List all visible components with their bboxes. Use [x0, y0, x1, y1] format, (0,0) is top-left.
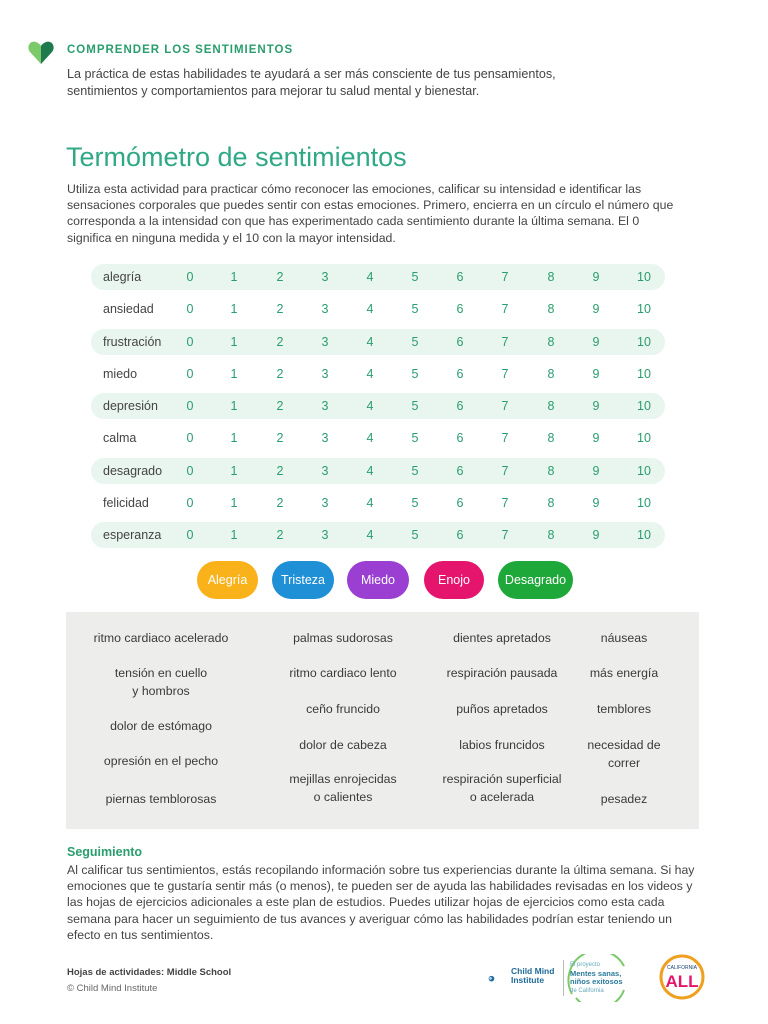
rating-number[interactable]: 0 — [186, 366, 194, 381]
rating-number[interactable]: 7 — [501, 366, 509, 381]
rating-number[interactable]: 2 — [276, 463, 284, 478]
rating-number[interactable]: 6 — [456, 431, 464, 446]
rating-number[interactable]: 10 — [637, 366, 651, 381]
rating-number[interactable]: 1 — [230, 496, 238, 511]
emotion-pill: Miedo — [347, 561, 409, 599]
rating-number[interactable]: 8 — [547, 302, 555, 317]
sensation-item: respiración superficial o acelerada — [442, 772, 562, 804]
feelings-scale-table — [91, 264, 665, 555]
rating-number[interactable]: 5 — [411, 302, 419, 317]
logo-divider — [563, 960, 564, 996]
rating-number[interactable]: 1 — [230, 463, 238, 478]
emotion-label: esperanza — [103, 528, 162, 543]
rating-number[interactable]: 2 — [276, 399, 284, 414]
scale-row — [91, 361, 665, 387]
mentes-main-2: niños exitosos — [570, 977, 623, 986]
rating-number[interactable]: 3 — [321, 463, 329, 478]
sensation-item: ritmo cardiaco acelerado — [93, 631, 229, 645]
rating-number[interactable]: 6 — [456, 334, 464, 349]
emotion-label: depresión — [103, 399, 158, 414]
intro-text: La práctica de estas habilidades te ayudará a ser más consciente de tus pensamientos, sentimientos y comportamientos para mejorar tu salud mental y bienestar. — [67, 67, 556, 98]
section-eyebrow: COMPRENDER LOS SENTIMIENTOS — [67, 44, 294, 56]
rating-number[interactable]: 9 — [592, 463, 600, 478]
rating-number[interactable]: 2 — [276, 334, 284, 349]
sensations-column — [571, 612, 677, 829]
rating-number[interactable]: 2 — [276, 270, 284, 284]
sensations-column — [76, 612, 246, 829]
rating-number[interactable]: 0 — [186, 528, 194, 543]
rating-number[interactable]: 6 — [456, 270, 464, 284]
emotion-label: calma — [103, 431, 137, 446]
rating-number[interactable]: 4 — [366, 270, 374, 284]
rating-number[interactable]: 4 — [366, 366, 374, 381]
rating-number[interactable]: 8 — [547, 431, 555, 446]
sensation-item: pesadez — [600, 792, 648, 806]
rating-number[interactable]: 0 — [186, 334, 194, 349]
rating-number[interactable]: 7 — [501, 399, 509, 414]
cmi-line-1: Child Mind — [511, 966, 555, 976]
rating-number[interactable]: 9 — [592, 366, 600, 381]
scale-row — [91, 490, 665, 516]
rating-number[interactable]: 5 — [411, 270, 419, 284]
rating-number[interactable]: 1 — [230, 366, 238, 381]
child-mind-institute-logo-icon — [488, 966, 510, 992]
rating-number[interactable]: 9 — [592, 431, 600, 446]
rating-number[interactable]: 0 — [186, 496, 194, 511]
emotion-pill: Desagrado — [498, 561, 573, 599]
rating-number[interactable]: 3 — [321, 431, 329, 446]
sensation-item: puños apretados — [456, 702, 548, 716]
rating-number[interactable]: 10 — [637, 463, 651, 478]
rating-number[interactable]: 1 — [230, 270, 238, 284]
rating-number[interactable]: 1 — [230, 302, 238, 317]
mentes-sanas-logo-text — [570, 961, 630, 995]
sensation-item: labios fruncidos — [459, 738, 545, 752]
sensations-column — [417, 612, 587, 829]
rating-number[interactable]: 10 — [637, 270, 651, 284]
sensation-item: necesidad de correr — [587, 738, 661, 770]
rating-number[interactable]: 0 — [186, 270, 194, 284]
rating-number[interactable]: 7 — [501, 496, 509, 511]
sensations-column — [258, 612, 428, 829]
rating-number[interactable]: 6 — [456, 366, 464, 381]
rating-number[interactable]: 5 — [411, 366, 419, 381]
mentes-pre: El proyecto — [570, 962, 601, 968]
mentes-main-1: Mentes sanas, — [570, 968, 622, 978]
sensation-item: dientes apretados — [453, 631, 551, 645]
scale-row — [91, 425, 665, 451]
rating-number[interactable]: 8 — [547, 399, 555, 414]
rating-number[interactable]: 10 — [637, 399, 651, 414]
instructions-text: Utiliza esta actividad para practicar cómo reconocer las emociones, calificar su intensidad e identificar las sensaciones corporales que puedes sentir con estas emociones. Primero, encierra en un círculo el número que corresponda a la intensidad con que has experimentado cada sentimiento durante la última semana. El 0 significa en ninguna medida y el 10 con la mayor intensidad. — [67, 182, 674, 245]
sensation-item: palmas sudorosas — [293, 631, 393, 645]
footer-series: Hojas de actividades: Middle School — [67, 967, 232, 978]
rating-number[interactable]: 2 — [276, 496, 284, 511]
rating-number[interactable]: 2 — [276, 302, 284, 317]
scale-row — [91, 393, 665, 419]
sensation-item: opresión en el pecho — [103, 754, 219, 768]
rating-number[interactable]: 7 — [501, 334, 509, 349]
emotion-label: ansiedad — [103, 302, 154, 317]
rating-number[interactable]: 2 — [276, 528, 284, 543]
ca-main-text: ALL — [665, 972, 699, 991]
rating-number[interactable]: 0 — [186, 302, 194, 317]
scale-row — [91, 264, 665, 290]
rating-number[interactable]: 7 — [501, 302, 509, 317]
rating-number[interactable]: 10 — [637, 431, 651, 446]
rating-number[interactable]: 7 — [501, 270, 509, 284]
california-all-logo-icon — [659, 954, 705, 1000]
rating-number[interactable]: 10 — [637, 496, 651, 511]
sensation-item: mejillas enrojecidas o calientes — [289, 772, 397, 804]
emotion-label: desagrado — [103, 463, 163, 478]
child-mind-institute-logo-text — [511, 967, 554, 985]
rating-number[interactable]: 3 — [321, 496, 329, 511]
rating-number[interactable]: 8 — [547, 366, 555, 381]
emotion-label: miedo — [103, 366, 138, 381]
sensation-item: piernas temblorosas — [105, 792, 217, 806]
rating-number[interactable]: 4 — [366, 334, 374, 349]
rating-number[interactable]: 9 — [592, 496, 600, 511]
rating-number[interactable]: 1 — [230, 528, 238, 543]
sensation-item: ritmo cardiaco lento — [289, 666, 397, 680]
emotion-pill: Alegría — [197, 561, 258, 599]
body-sensations-grid — [66, 612, 699, 829]
rating-number[interactable]: 9 — [592, 528, 600, 543]
sensation-item: dolor de cabeza — [299, 738, 387, 752]
rating-number[interactable]: 8 — [547, 334, 555, 349]
emotion-pill: Tristeza — [272, 561, 334, 599]
rating-number[interactable]: 0 — [186, 463, 194, 478]
rating-number[interactable]: 3 — [321, 302, 329, 317]
rating-number[interactable]: 4 — [366, 431, 374, 446]
footer-copyright: © Child Mind Institute — [67, 983, 158, 994]
rating-number[interactable]: 4 — [366, 528, 374, 543]
rating-number[interactable]: 9 — [592, 270, 600, 284]
emotion-label: frustración — [103, 334, 162, 349]
sensation-item: náuseas — [600, 631, 648, 645]
rating-number[interactable]: 7 — [501, 463, 509, 478]
rating-number[interactable]: 10 — [637, 334, 651, 349]
rating-number[interactable]: 0 — [186, 399, 194, 414]
sensation-item: temblores — [597, 702, 651, 716]
rating-number[interactable]: 5 — [411, 528, 419, 543]
rating-number[interactable]: 3 — [321, 334, 329, 349]
rating-number[interactable]: 3 — [321, 270, 329, 284]
heart-logo-icon — [27, 38, 55, 66]
rating-number[interactable]: 4 — [366, 496, 374, 511]
rating-number[interactable]: 8 — [547, 463, 555, 478]
rating-number[interactable]: 5 — [411, 431, 419, 446]
rating-number[interactable]: 0 — [186, 431, 194, 446]
rating-number[interactable]: 3 — [321, 366, 329, 381]
scale-row — [91, 329, 665, 355]
scale-row — [91, 458, 665, 484]
emotion-label: alegría — [103, 270, 142, 284]
rating-number[interactable]: 2 — [276, 431, 284, 446]
emotion-pills — [0, 561, 768, 599]
scale-row — [91, 522, 665, 548]
rating-number[interactable]: 9 — [592, 399, 600, 414]
rating-number[interactable]: 6 — [456, 528, 464, 543]
rating-number[interactable]: 8 — [547, 528, 555, 543]
rating-number[interactable]: 7 — [501, 528, 509, 543]
rating-number[interactable]: 1 — [230, 334, 238, 349]
followup-text: Al calificar tus sentimientos, estás recopilando información sobre tus experiencias durante la última semana. Si hay emociones que te gustaría sentir más (o menos), te pueden ser de ayuda las habilidades revisadas en los videos y las hojas de ejercicios adicionales a este plan de estudios. Puedes utilizar hojas de ejercicios como esta cada semana para hacer un seguimiento de tus avances y averiguar cómo las habilidades podrían estar teniendo un efecto en tus sentimientos. — [67, 863, 695, 942]
rating-number[interactable]: 3 — [321, 399, 329, 414]
rating-number[interactable]: 2 — [276, 366, 284, 381]
rating-number[interactable]: 6 — [456, 399, 464, 414]
scale-row — [91, 296, 665, 322]
rating-number[interactable]: 5 — [411, 463, 419, 478]
rating-number[interactable]: 6 — [456, 496, 464, 511]
rating-number[interactable]: 8 — [547, 270, 555, 284]
sensation-item: más energía — [589, 666, 659, 680]
emotion-pill: Enojo — [424, 561, 484, 599]
rating-number[interactable]: 7 — [501, 431, 509, 446]
rating-number[interactable]: 5 — [411, 334, 419, 349]
cmi-line-2: Institute — [511, 975, 545, 985]
rating-number[interactable]: 4 — [366, 399, 374, 414]
followup-title: Seguimiento — [67, 845, 143, 859]
rating-number[interactable]: 1 — [230, 399, 238, 414]
rating-number[interactable]: 6 — [456, 463, 464, 478]
ca-top-text: CALIFORNIA — [666, 965, 698, 971]
rating-number[interactable]: 9 — [592, 334, 600, 349]
sensation-item: respiración pausada — [446, 666, 558, 680]
rating-number[interactable]: 9 — [592, 302, 600, 317]
sensation-item: ceño fruncido — [306, 702, 380, 716]
rating-number[interactable]: 8 — [547, 496, 555, 511]
rating-number[interactable]: 10 — [637, 302, 651, 317]
mentes-post: de California — [570, 987, 604, 994]
rating-number[interactable]: 4 — [366, 302, 374, 317]
rating-number[interactable]: 6 — [456, 302, 464, 317]
rating-number[interactable]: 4 — [366, 463, 374, 478]
rating-number[interactable]: 5 — [411, 496, 419, 511]
rating-number[interactable]: 10 — [637, 528, 651, 543]
rating-number[interactable]: 3 — [321, 528, 329, 543]
emotion-label: felicidad — [103, 496, 149, 511]
sensation-item: tensión en cuello y hombros — [114, 666, 208, 698]
page-title: Termómetro de sentimientos — [66, 142, 407, 172]
rating-number[interactable]: 1 — [230, 431, 238, 446]
sensation-item: dolor de estómago — [110, 719, 212, 733]
rating-number[interactable]: 5 — [411, 399, 419, 414]
